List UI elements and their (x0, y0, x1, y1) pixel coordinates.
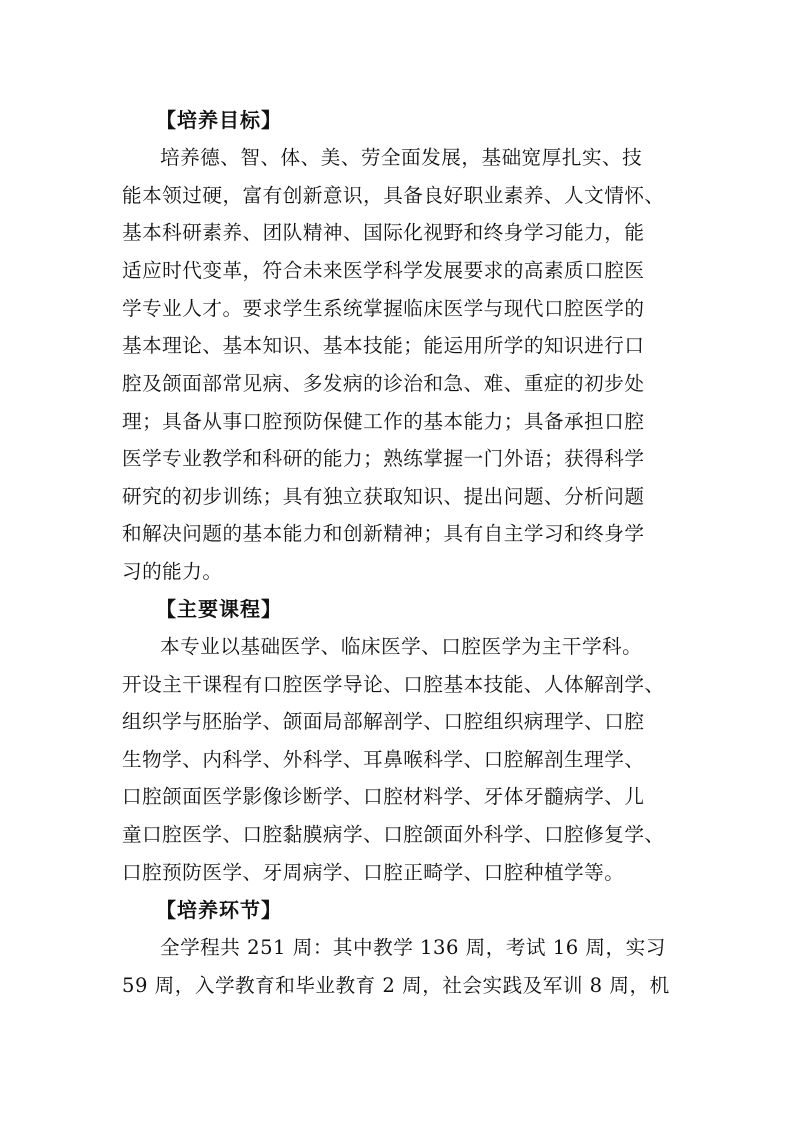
paragraph-line: 医学专业教学和科研的能力；熟练掌握一门外语；获得科学 (122, 447, 645, 470)
section-heading-training-components: 【培养环节】 (156, 898, 282, 922)
paragraph-line: 开设主干课程有口腔医学导论、口腔基本技能、人体解剖学、 (122, 673, 665, 696)
paragraph-line: 培养德、智、体、美、劳全面发展，基础宽厚扎实、技 (160, 146, 643, 169)
paragraph-line: 本专业以基础医学、临床医学、口腔医学为主干学科。 (160, 635, 643, 658)
section-heading-training-goals: 【培养目标】 (156, 108, 282, 132)
paragraph-line: 腔及颌面部常见病、多发病的诊治和急、难、重症的初步处 (122, 372, 645, 395)
paragraph-line: 全学程共 251 周：其中教学 136 周，考试 16 周，实习 (160, 936, 666, 959)
paragraph-line: 习的能力。 (122, 560, 223, 583)
paragraph-line: 能本领过硬，富有创新意识，具备良好职业素养、人文情怀、 (122, 184, 665, 207)
paragraph-line: 理；具备从事口腔预防保健工作的基本能力；具备承担口腔 (122, 410, 645, 433)
paragraph-line: 生物学、内科学、外科学、耳鼻喉科学、口腔解剖生理学、 (122, 748, 645, 771)
paragraph-line: 组织学与胚胎学、颌面局部解剖学、口腔组织病理学、口腔 (122, 710, 645, 733)
paragraph-line: 基本科研素养、团队精神、国际化视野和终身学习能力，能 (122, 221, 645, 244)
section-heading-main-courses: 【主要课程】 (156, 597, 282, 621)
paragraph-line: 学专业人才。要求学生系统掌握临床医学与现代口腔医学的 (122, 297, 645, 320)
paragraph-line: 口腔颌面医学影像诊断学、口腔材料学、牙体牙髓病学、儿 (122, 785, 645, 808)
paragraph-line: 59 周，入学教育和毕业教育 2 周，社会实践及军训 8 周，机 (122, 974, 670, 997)
paragraph-line: 和解决问题的基本能力和创新精神；具有自主学习和终身学 (122, 522, 645, 545)
paragraph-line: 口腔预防医学、牙周病学、口腔正畸学、口腔种植学等。 (122, 861, 625, 884)
paragraph-line: 研究的初步训练；具有独立获取知识、提出问题、分析问题 (122, 485, 645, 508)
paragraph-line: 童口腔医学、口腔黏膜病学、口腔颌面外科学、口腔修复学、 (122, 823, 665, 846)
paragraph-line: 基本理论、基本知识、基本技能；能运用所学的知识进行口 (122, 334, 645, 357)
paragraph-line: 适应时代变革，符合未来医学科学发展要求的高素质口腔医 (122, 259, 645, 282)
